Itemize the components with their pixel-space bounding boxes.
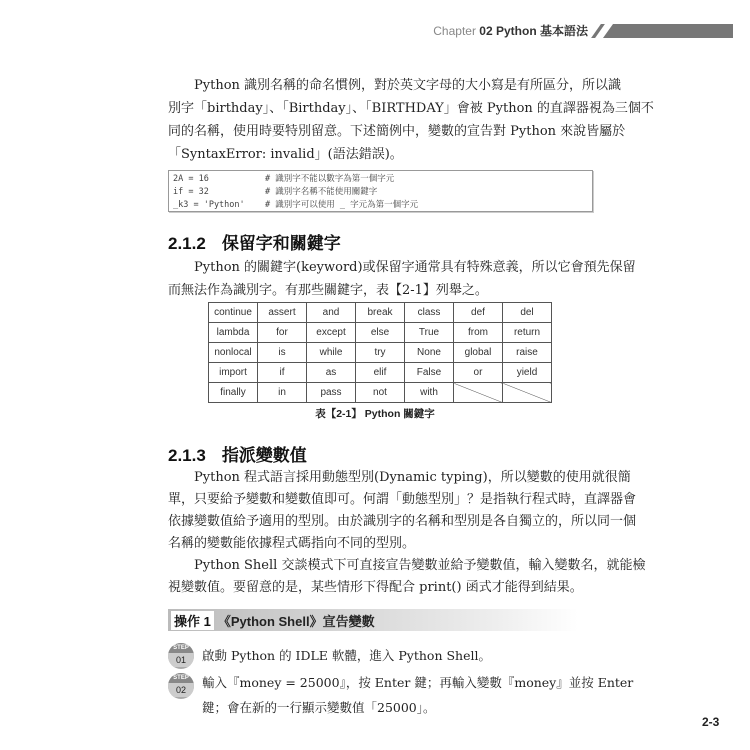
text-line: 輸入『money = 25000』，按 Enter 鍵；再輸入變數『money』並按 Enter: [202, 675, 634, 690]
code-comment: # 識別字不能以數字為第一個字元: [265, 174, 395, 184]
chapter-number: 02: [479, 24, 493, 38]
section-number: 2.1.3: [168, 446, 206, 465]
table-cell: lambda: [209, 323, 258, 343]
table-cell: yield: [503, 363, 552, 383]
code-block: [168, 170, 593, 212]
step-label: STEP: [168, 643, 194, 653]
table-cell: def: [454, 303, 503, 323]
text-line: Python 程式語言採用動態型別(Dynamic typing)，所以變數的使用就很簡: [194, 470, 631, 485]
step-badge: [168, 643, 194, 669]
table-cell: break: [356, 303, 405, 323]
step-number: 02: [168, 683, 194, 697]
text-line: 「SyntaxError: invalid」(語法錯誤)。: [168, 147, 403, 162]
table-row: [209, 363, 552, 383]
table-cell: or: [454, 363, 503, 383]
code-line: [173, 186, 588, 199]
table-cell: del: [503, 303, 552, 323]
table-cell: None: [405, 343, 454, 363]
table-cell: continue: [209, 303, 258, 323]
text-line: Python 識別名稱的命名慣例，對於英文字母的大小寫是有所區分，所以識: [194, 78, 622, 93]
step-badge: [168, 673, 194, 699]
table-row: [209, 383, 552, 403]
operation-title: 《Python Shell》宣告變數: [217, 613, 375, 629]
table-cell: with: [405, 383, 454, 403]
step-text: [202, 643, 682, 668]
table-cell: return: [503, 323, 552, 343]
step-label: STEP: [168, 673, 194, 683]
table-row: [209, 323, 552, 343]
text-line: 別字「birthday」、「Birthday」、「BIRTHDAY」會被 Python 的直譯器視為三個不: [168, 101, 654, 116]
table-cell: for: [258, 323, 307, 343]
table-cell: while: [307, 343, 356, 363]
table-cell: in: [258, 383, 307, 403]
section-heading: [168, 229, 357, 254]
code-line: [173, 173, 588, 186]
table-cell: False: [405, 363, 454, 383]
table-row: [209, 343, 552, 363]
table-cell: except: [307, 323, 356, 343]
section1-paragraph: [168, 256, 638, 302]
chapter-label: Chapter: [433, 24, 476, 38]
table-cell: finally: [209, 383, 258, 403]
step-number: 01: [168, 653, 194, 667]
running-header: [433, 22, 588, 39]
table-cell: nonlocal: [209, 343, 258, 363]
table-cell: assert: [258, 303, 307, 323]
text-line: 鍵；會在新的一行顯示變數值「25000」。: [202, 700, 436, 715]
code-line: [173, 199, 588, 212]
chapter-title: Python 基本語法: [496, 24, 588, 38]
table-cell: from: [454, 323, 503, 343]
page-number: 2-3: [702, 715, 720, 729]
text-line: 單，只要給予變數和變數值即可。何謂「動態型別」？是指執行程式時，直譯器會: [168, 492, 637, 507]
text-line: 視變數值。要留意的是，某些情形下得配合 print() 函式才能得到結果。: [168, 580, 583, 595]
text-line: 而無法作為識別字。有那些關鍵字，表【2-1】列舉之。: [168, 283, 488, 298]
table-cell: True: [405, 323, 454, 343]
operation-label: 操作 1: [171, 611, 214, 630]
table-cell: import: [209, 363, 258, 383]
table-caption: 表【2-1】 Python 關鍵字: [315, 408, 435, 420]
text-line: 同的名稱，使用時要特別留意。下述簡例中，變數的宣告對 Python 來說皆屬於: [168, 124, 626, 139]
table-cell: raise: [503, 343, 552, 363]
table-cell: not: [356, 383, 405, 403]
empty-cell: [454, 383, 503, 403]
text-line: 啟動 Python 的 IDLE 軟體，進入 Python Shell。: [202, 648, 491, 663]
text-line: 依據變數值給予適用的型別。由於識別字的名稱和型別是各自獨立的，所以同一個: [168, 514, 637, 529]
code-text: _k3 = 'Python': [173, 200, 245, 210]
intro-paragraph: [168, 74, 654, 166]
text-line: 名稱的變數能依據程式碼指向不同的型別。: [168, 536, 416, 551]
section-title: 保留字和關鍵字: [221, 234, 341, 253]
section-title: 指派變數值: [221, 446, 307, 465]
code-comment: # 識別字名稱不能使用關鍵字: [265, 187, 378, 197]
table-cell: pass: [307, 383, 356, 403]
table-cell: as: [307, 363, 356, 383]
keyword-table: [208, 302, 552, 403]
table-cell: global: [454, 343, 503, 363]
table-cell: elif: [356, 363, 405, 383]
header-decoration: [591, 24, 605, 38]
table-cell: try: [356, 343, 405, 363]
code-text: if = 32: [173, 187, 209, 197]
table-cell: class: [405, 303, 454, 323]
empty-cell: [503, 383, 552, 403]
section-heading: [168, 441, 323, 466]
text-line: Python Shell 交談模式下可直接宣告變數並給予變數值，輸入變數名，就能檢: [194, 558, 646, 573]
table-row: [209, 303, 552, 323]
step-text: [202, 670, 682, 720]
section2-paragraph: [168, 467, 646, 599]
table-cell: if: [258, 363, 307, 383]
code-comment: # 識別字可以使用 _ 字元為第一個字元: [265, 200, 419, 210]
table-cell: else: [356, 323, 405, 343]
code-text: 2A = 16: [173, 174, 209, 184]
table-cell: and: [307, 303, 356, 323]
section-number: 2.1.2: [168, 234, 206, 253]
header-bar: [603, 24, 733, 38]
operation-banner: [168, 609, 578, 631]
text-line: Python 的關鍵字(keyword)或保留字通常具有特殊意義，所以它會預先保留: [194, 260, 636, 275]
table-cell: is: [258, 343, 307, 363]
